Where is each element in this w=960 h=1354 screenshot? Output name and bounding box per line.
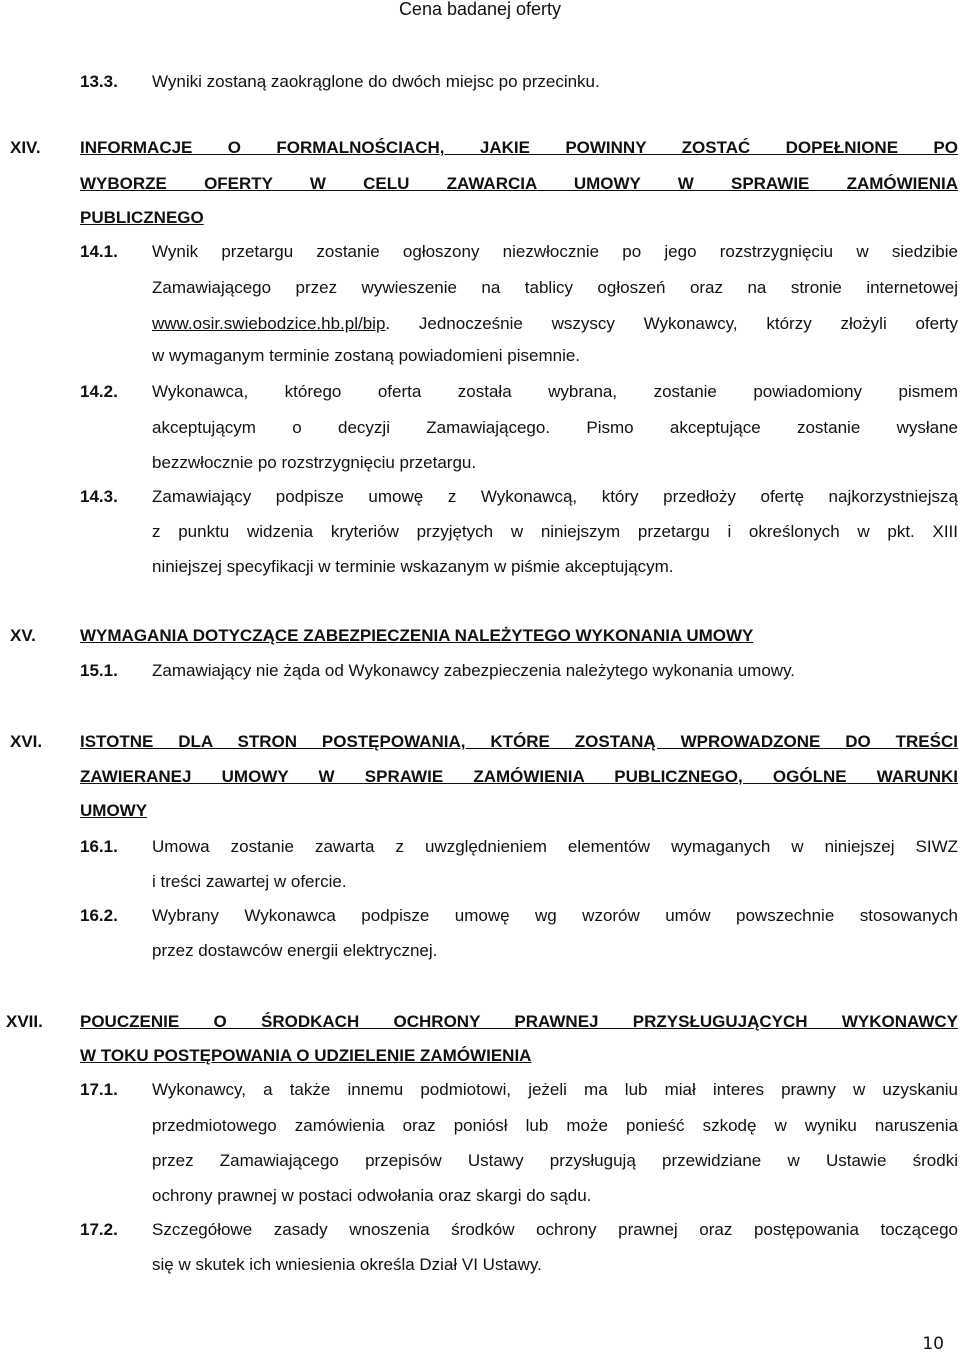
paragraph-number: 16.2. [80, 906, 118, 925]
paragraph-text: z punktu widzenia kryteriów przyjętych w niniejszym przetargu i określonych w pkt. XIII [152, 522, 958, 541]
paragraph-line [152, 314, 958, 334]
paragraph-text: i treści zawartej w ofercie. [152, 872, 347, 891]
paragraph-text: się w skutek ich wniesienia określa Dział VI Ustawy. [152, 1255, 542, 1274]
section-title-line: ISTOTNE DLA STRON POSTĘPOWANIA, KTÓRE ZOSTANĄ WPROWADZONE DO TREŚCI [80, 732, 958, 751]
paragraph-text: przedmiotowego zamówienia oraz poniósł lub może ponieść szkodę w wyniku naruszenia [152, 1116, 958, 1135]
paragraph-text: . Jednocześnie wszyscy Wykonawcy, którzy złożyli oferty [385, 314, 958, 333]
paragraph-text: Wynik przetargu zostanie ogłoszony niezwłocznie po jego rozstrzygnięciu w siedzibie [152, 242, 958, 261]
paragraph-text: Zamawiającego przez wywieszenie na tablicy ogłoszeń oraz na stronie internetowej [152, 278, 958, 297]
bip-link[interactable]: www.osir.swiebodzice.hb.pl/bip [152, 314, 386, 333]
section-title-line: WYMAGANIA DOTYCZĄCE ZABEZPIECZENIA NALEŻYTEGO WYKONANIA UMOWY [80, 626, 754, 645]
paragraph-text: przez Zamawiającego przepisów Ustawy przysługują przewidziane w Ustawie środki [152, 1151, 958, 1170]
paragraph-text: Szczegółowe zasady wnoszenia środków ochrony prawnej oraz postępowania toczącego [152, 1220, 958, 1239]
section-number: XV. [10, 626, 36, 645]
paragraph-text: Zamawiający podpisze umowę z Wykonawcą, który przedłoży ofertę najkorzystniejszą [152, 487, 958, 506]
paragraph-text: w wymaganym terminie zostaną powiadomieni pisemnie. [152, 346, 581, 365]
paragraph-text: przez dostawców energii elektrycznej. [152, 941, 438, 960]
paragraph-text: akceptującym o decyzji Zamawiającego. Pismo akceptujące zostanie wysłane [152, 418, 958, 437]
paragraph-number: 16.1. [80, 837, 118, 856]
section-title-line: UMOWY [80, 801, 148, 820]
section-title-line: POUCZENIE O ŚRODKACH OCHRONY PRAWNEJ PRZYSŁUGUJĄCYCH WYKONAWCY [80, 1012, 958, 1031]
paragraph-number: 14.1. [80, 242, 118, 261]
section-number: XVI. [10, 732, 43, 751]
section-title-line: PUBLICZNEGO [80, 208, 204, 227]
section-number: XVII. [6, 1012, 43, 1031]
section-title-line: INFORMACJE O FORMALNOŚCIACH, JAKIE POWINNY ZOSTAĆ DOPEŁNIONE PO [80, 138, 958, 157]
running-header: Cena badanej oferty [398, 0, 562, 19]
page-number: 10 [922, 1334, 944, 1354]
section-title-line: ZAWIERANEJ UMOWY W SPRAWIE ZAMÓWIENIA PUBLICZNEGO, OGÓLNE WARUNKI [80, 767, 958, 786]
paragraph-text: Zamawiający nie żąda od Wykonawcy zabezpieczenia należytego wykonania umowy. [152, 661, 796, 680]
paragraph-number: 14.3. [80, 487, 118, 506]
section-title-line: W TOKU POSTĘPOWANIA O UDZIELENIE ZAMÓWIENIA [80, 1046, 532, 1065]
paragraph-text: bezzwłocznie po rozstrzygnięciu przetargu. [152, 453, 477, 472]
paragraph-text: niniejszej specyfikacji w terminie wskazanym w piśmie akceptującym. [152, 557, 674, 576]
paragraph-number: 17.2. [80, 1220, 118, 1239]
paragraph-number: 14.2. [80, 382, 118, 401]
paragraph-text: Wykonawca, którego oferta została wybrana, zostanie powiadomiony pismem [152, 382, 958, 401]
paragraph-text: Wybrany Wykonawca podpisze umowę wg wzorów umów powszechnie stosowanych [152, 906, 958, 925]
paragraph-number: 13.3. [80, 72, 118, 91]
paragraph-text: ochrony prawnej w postaci odwołania oraz skargi do sądu. [152, 1186, 592, 1205]
paragraph-text: Umowa zostanie zawarta z uwzględnieniem elementów wymaganych w niniejszej SIWZ [152, 837, 958, 856]
paragraph-text: Wyniki zostaną zaokrąglone do dwóch miejsc po przecinku. [152, 72, 600, 91]
paragraph-number: 15.1. [80, 661, 118, 680]
paragraph-text: Wykonawcy, a także innemu podmiotowi, jeżeli ma lub miał interes prawny w uzyskaniu [152, 1080, 958, 1099]
section-title-line: WYBORZE OFERTY W CELU ZAWARCIA UMOWY W SPRAWIE ZAMÓWIENIA [80, 174, 958, 193]
section-number: XIV. [10, 138, 41, 157]
paragraph-number: 17.1. [80, 1080, 118, 1099]
